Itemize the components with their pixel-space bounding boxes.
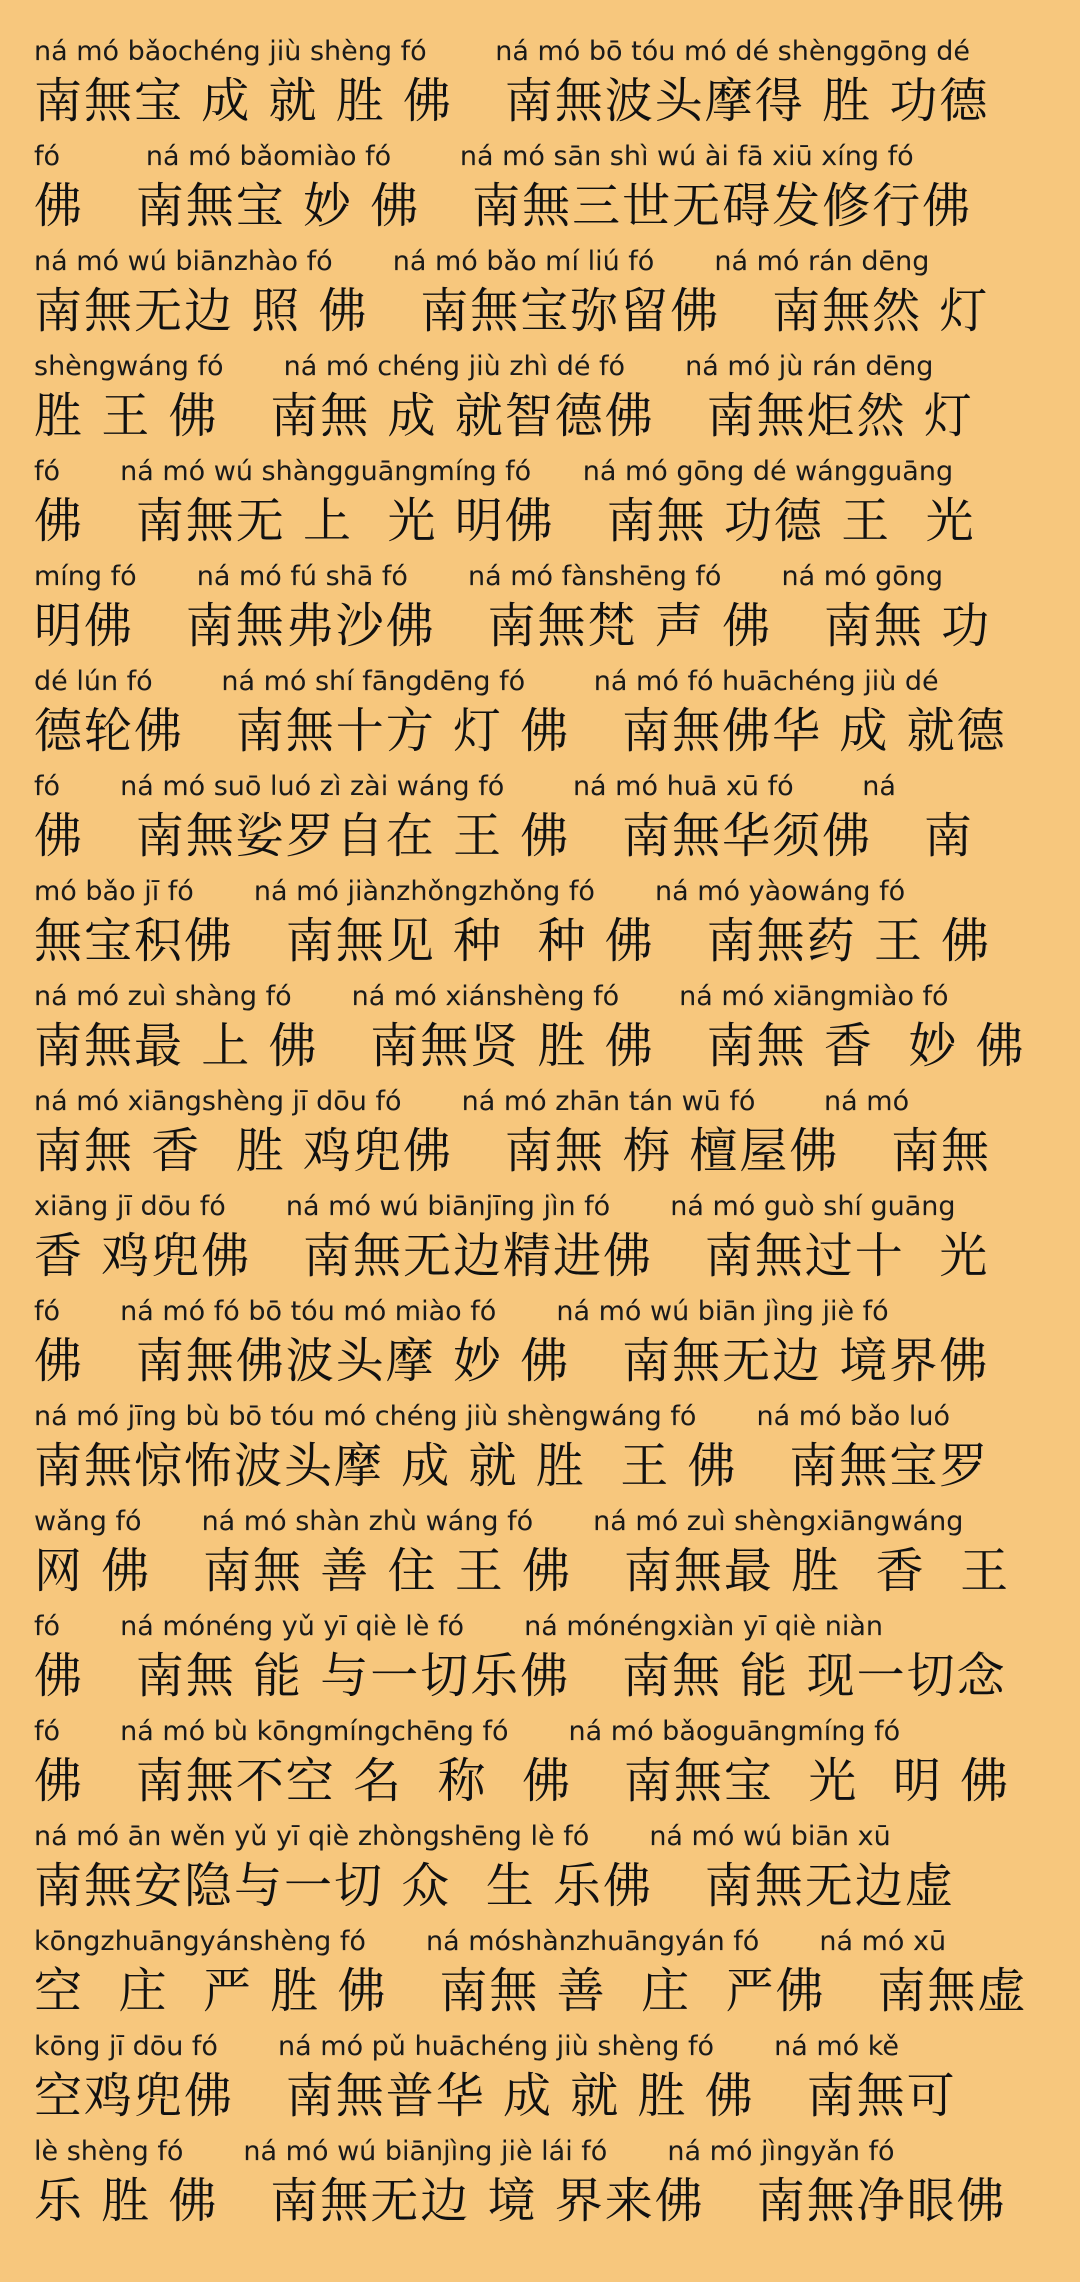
pinyin-text: fó ná mónéng yǔ yī qiè lè fó ná mónéngxiàn yī qiè niàn bbox=[34, 1611, 884, 1642]
hanzi-text: 德轮佛 南無十方 灯 佛 南無佛华 成 就德 bbox=[34, 703, 1007, 759]
text-line bbox=[34, 872, 1040, 977]
hanzi-text: 佛 南無 能 与一切乐佛 南無 能 现一切念 bbox=[34, 1648, 1007, 1704]
hanzi-text: 佛 南無娑罗自在 王 佛 南無华须佛 南 bbox=[34, 808, 974, 864]
pinyin-text: ná mó wú biānzhào fó ná mó bǎo mí liú fó ná mó rán dēng bbox=[34, 246, 930, 277]
pinyin-text: wǎng fó ná mó shàn zhù wáng fó ná mó zuì shèngxiāngwáng bbox=[34, 1506, 964, 1537]
hanzi-text: 网 佛 南無 善 住 王 佛 南無最 胜 香 王 bbox=[34, 1543, 1011, 1599]
hanzi-text: 南無 香 胜 鸡兜佛 南無 栴 檀屋佛 南無 bbox=[34, 1123, 992, 1179]
hanzi-text: 南無安隐与一切 众 生 乐佛 南無无边虚 bbox=[34, 1858, 955, 1914]
hanzi-text: 空鸡兜佛 南無普华 成 就 胜 佛 南無可 bbox=[34, 2068, 957, 2124]
pinyin-text: lè shèng fó ná mó wú biānjìng jiè lái fó ná mó jìngyǎn fó bbox=[34, 2136, 895, 2167]
text-line bbox=[34, 2027, 1040, 2132]
pinyin-text: ná mó zuì shàng fó ná mó xiánshèng fó ná mó xiāngmiào fó bbox=[34, 981, 949, 1012]
text-line bbox=[34, 137, 1040, 242]
pinyin-text: kōng jī dōu fó ná mó pǔ huāchéng jiù shèng fó ná mó kě bbox=[34, 2031, 900, 2062]
pinyin-text: fó ná mó bù kōngmíngchēng fó ná mó bǎoguāngmíng fó bbox=[34, 1716, 901, 1747]
pinyin-text: ná mó ān wěn yǔ yī qiè zhòngshēng lè fó ná mó wú biān xū bbox=[34, 1821, 891, 1852]
hanzi-text: 佛 南無不空 名 称 佛 南無宝 光 明 佛 bbox=[34, 1753, 1011, 1809]
text-line bbox=[34, 662, 1040, 767]
text-line bbox=[34, 1607, 1040, 1712]
hanzi-text: 無宝积佛 南無见 种 种 佛 南無药 王 佛 bbox=[34, 913, 992, 969]
hanzi-text: 佛 南無无 上 光 明佛 南無 功德 王 光 bbox=[34, 493, 976, 549]
text-line bbox=[34, 1397, 1040, 1502]
pinyin-text: fó ná mó suō luó zì zài wáng fó ná mó huā xū fó ná bbox=[34, 771, 896, 802]
text-line bbox=[34, 1292, 1040, 1397]
text-line bbox=[34, 32, 1040, 137]
hanzi-text: 佛 南無宝 妙 佛 南無三世无碍发修行佛 bbox=[34, 178, 973, 234]
text-line bbox=[34, 2132, 1040, 2237]
hanzi-text: 南無惊怖波头摩 成 就 胜 王 佛 南無宝罗 bbox=[34, 1438, 990, 1494]
text-line bbox=[34, 1502, 1040, 1607]
text-line bbox=[34, 767, 1040, 872]
hanzi-text: 胜 王 佛 南無 成 就智德佛 南無炬然 灯 bbox=[34, 388, 974, 444]
hanzi-text: 乐 胜 佛 南無无边 境 界来佛 南無净眼佛 bbox=[34, 2173, 1007, 2229]
hanzi-text: 南無最 上 佛 南無贤 胜 佛 南無 香 妙 佛 bbox=[34, 1018, 1026, 1074]
hanzi-text: 空 庄 严 胜 佛 南無 善 庄 严佛 南無虚 bbox=[34, 1963, 1028, 2019]
hanzi-text: 佛 南無佛波头摩 妙 佛 南無无边 境界佛 bbox=[34, 1333, 990, 1389]
text-line bbox=[34, 242, 1040, 347]
pinyin-text: fó ná mó bǎomiào fó ná mó sān shì wú ài fā xiū xíng fó bbox=[34, 141, 914, 172]
hanzi-text: 明佛 南無弗沙佛 南無梵 声 佛 南無 功 bbox=[34, 598, 992, 654]
text-line bbox=[34, 1082, 1040, 1187]
text-line bbox=[34, 452, 1040, 557]
pinyin-text: shèngwáng fó ná mó chéng jiù zhì dé fó ná mó jù rán dēng bbox=[34, 351, 934, 382]
text-line bbox=[34, 1817, 1040, 1922]
hanzi-text: 南無宝 成 就 胜 佛 南無波头摩得 胜 功德 bbox=[34, 73, 990, 129]
text-line bbox=[34, 977, 1040, 1082]
pinyin-text: ná mó bǎochéng jiù shèng fó ná mó bō tóu mó dé shènggōng dé bbox=[34, 36, 970, 67]
pinyin-text: mó bǎo jī fó ná mó jiànzhǒngzhǒng fó ná mó yàowáng fó bbox=[34, 876, 906, 907]
text-line bbox=[34, 1187, 1040, 1292]
text-line bbox=[34, 1712, 1040, 1817]
pinyin-text: kōngzhuāngyánshèng fó ná móshànzhuāngyán fó ná mó xū bbox=[34, 1926, 947, 1957]
pinyin-text: ná mó xiāngshèng jī dōu fó ná mó zhān tán wū fó ná mó bbox=[34, 1086, 910, 1117]
pinyin-text: ná mó jīng bù bō tóu mó chéng jiù shèngwáng fó ná mó bǎo luó bbox=[34, 1401, 951, 1432]
pinyin-text: míng fó ná mó fú shā fó ná mó fànshēng fó ná mó gōng bbox=[34, 561, 944, 592]
pinyin-text: xiāng jī dōu fó ná mó wú biānjīng jìn fó ná mó guò shí guāng bbox=[34, 1191, 956, 1222]
text-line bbox=[34, 557, 1040, 662]
pinyin-text: fó ná mó wú shàngguāngmíng fó ná mó gōng dé wángguāng bbox=[34, 456, 954, 487]
pinyin-text: fó ná mó fó bō tóu mó miào fó ná mó wú biān jìng jiè fó bbox=[34, 1296, 889, 1327]
pinyin-text: dé lún fó ná mó shí fāngdēng fó ná mó fó huāchéng jiù dé bbox=[34, 666, 939, 697]
hanzi-text: 香 鸡兜佛 南無无边精进佛 南無过十 光 bbox=[34, 1228, 990, 1284]
hanzi-text: 南無无边 照 佛 南無宝弥留佛 南無然 灯 bbox=[34, 283, 990, 339]
text-line bbox=[34, 1922, 1040, 2027]
text-line bbox=[34, 347, 1040, 452]
